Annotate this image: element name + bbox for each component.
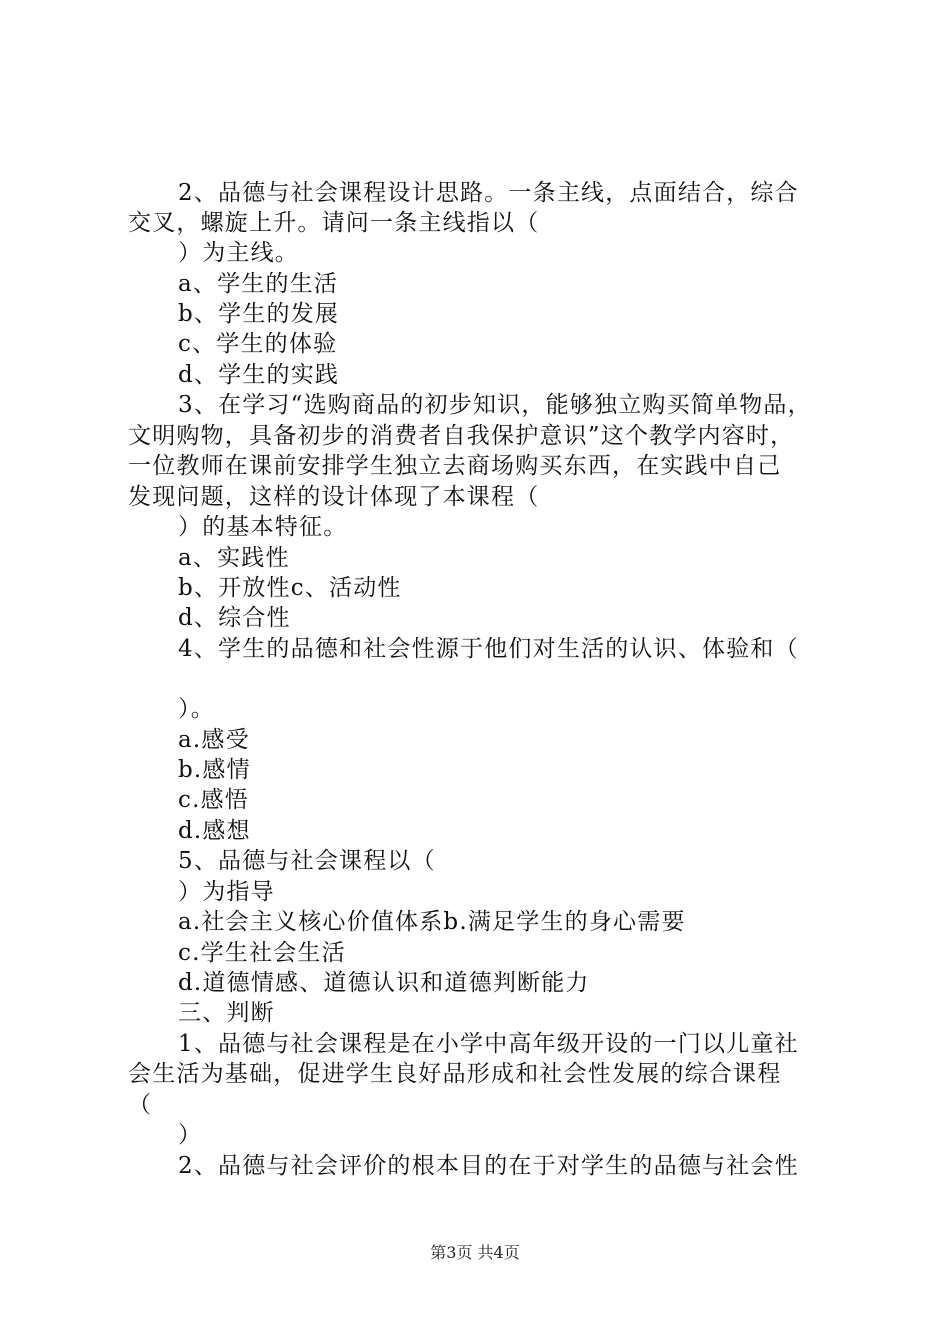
- text-line: d.道德情感、道德认识和道德判断能力: [178, 970, 590, 996]
- text-line: 文明购物，具备初步的消费者自我保护意识”这个教学内容时，: [128, 423, 795, 449]
- text-line: 5、品德与社会课程以（: [178, 848, 436, 874]
- text-line: d、综合性: [178, 605, 291, 631]
- text-line: （: [128, 1092, 153, 1118]
- text-line: a、学生的生活: [178, 271, 339, 297]
- page-footer: 第3页 共4页: [430, 1243, 520, 1262]
- text-line: b.感情: [178, 757, 251, 783]
- text-line: 一位教师在课前安排学生独立去商场购买东西，在实践中自己: [128, 453, 782, 479]
- text-line: 4、学生的品德和社会性源于他们对生活的认识、体验和（: [178, 636, 799, 662]
- text-line: 会生活为基础，促进学生良好品形成和社会性发展的综合课程: [128, 1061, 782, 1087]
- text-line: a.感受: [178, 727, 250, 753]
- text-line: ）为主线。: [178, 240, 299, 266]
- text-line: 1、品德与社会课程是在小学中高年级开设的一门以儿童社: [178, 1031, 799, 1057]
- text-line: ）为指导: [178, 879, 275, 905]
- text-line: a、实践性: [178, 545, 290, 571]
- text-line: a.社会主义核心价值体系b.满足学生的身心需要: [178, 909, 686, 935]
- text-line: 2、品德与社会评价的根本目的在于对学生的品德与社会性: [178, 1153, 799, 1179]
- text-line: d、学生的实践: [178, 362, 340, 388]
- text-line: c.感悟: [178, 787, 249, 813]
- text-line: ）的基本特征。: [178, 514, 348, 540]
- text-line: ）。: [178, 696, 215, 722]
- text-line: ）: [178, 1122, 203, 1148]
- text-line: c.学生社会生活: [178, 940, 346, 966]
- text-line: b、学生的发展: [178, 301, 340, 327]
- text-line: d.感想: [178, 818, 251, 844]
- text-line: c、学生的体验: [178, 331, 338, 357]
- text-line: b、开放性c、活动性: [178, 575, 402, 601]
- text-line: 3、在学习“选购商品的初步知识，能够独立购买简单物品，: [178, 392, 812, 418]
- text-line: 交叉，螺旋上升。请问一条主线指以（: [128, 210, 540, 236]
- text-line: 发现问题，这样的设计体现了本课程（: [128, 484, 540, 510]
- section-heading: 三、判断: [178, 1000, 275, 1026]
- text-line: 2、品德与社会课程设计思路。一条主线，点面结合，综合: [178, 180, 799, 206]
